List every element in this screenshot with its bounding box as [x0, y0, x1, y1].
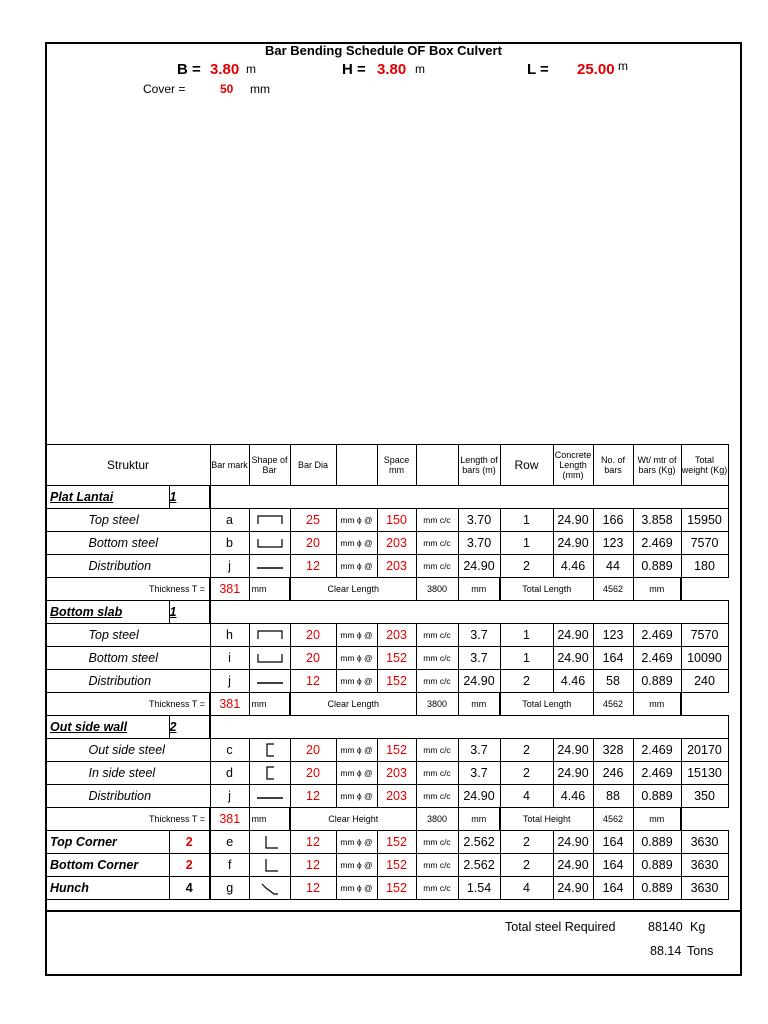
total-weight: 240: [681, 670, 728, 693]
section-name: Plat Lantai: [46, 486, 169, 509]
no-of-bars: 123: [593, 624, 633, 647]
wt-per-mtr: 0.889: [633, 785, 681, 808]
section-number: 2: [169, 716, 210, 739]
no-of-bars: 164: [593, 831, 633, 854]
bar-row: 2: [500, 670, 553, 693]
bar-dia: 12: [290, 854, 336, 877]
total-weight: 20170: [681, 739, 728, 762]
bar-shape: [249, 509, 290, 532]
corner-label: Bottom Corner: [46, 854, 169, 877]
bar-dia: 20: [290, 624, 336, 647]
bar-dia: 20: [290, 532, 336, 555]
bar-mark: e: [210, 831, 249, 854]
bar-length: 3.70: [458, 532, 500, 555]
total-weight: 350: [681, 785, 728, 808]
section-blank: [210, 716, 728, 739]
thickness-unit: mm: [249, 693, 290, 716]
bar-dia: 12: [290, 785, 336, 808]
section-blank: [210, 601, 728, 624]
bar-shape: [249, 785, 290, 808]
bar-label: Top steel: [46, 624, 210, 647]
table-row: [46, 785, 728, 808]
bar-mark: j: [210, 785, 249, 808]
h-unit: m: [415, 62, 425, 76]
bar-space: 152: [377, 670, 416, 693]
bar-space: 152: [377, 877, 416, 900]
bar-length: 3.7: [458, 647, 500, 670]
space-unit: mm c/c: [416, 785, 458, 808]
col-bar-mark: Bar mark: [210, 445, 249, 486]
total-label: Total Length: [500, 578, 593, 601]
table-row: [46, 670, 728, 693]
h-label: H =: [342, 61, 366, 78]
bar-length: 24.90: [458, 785, 500, 808]
table-row: [46, 739, 728, 762]
bar-row: 1: [500, 647, 553, 670]
concrete-length: 24.90: [553, 762, 593, 785]
col-shape: Shape of Bar: [249, 445, 290, 486]
table-row: [46, 647, 728, 670]
total-weight: 3630: [681, 877, 728, 900]
concrete-length: 24.90: [553, 532, 593, 555]
bar-length: 3.7: [458, 624, 500, 647]
thickness-row: [46, 578, 728, 601]
b-unit: m: [246, 62, 256, 76]
bar-row: 4: [500, 785, 553, 808]
thickness-value: 381: [210, 578, 249, 601]
h-value: 3.80: [377, 61, 407, 78]
wt-per-mtr: 0.889: [633, 670, 681, 693]
bar-mark: i: [210, 647, 249, 670]
bar-length: 24.90: [458, 555, 500, 578]
bar-shape: [249, 670, 290, 693]
dia-unit: mm ϕ @: [336, 647, 377, 670]
bar-space: 152: [377, 831, 416, 854]
total-weight: 7570: [681, 624, 728, 647]
total-weight: 10090: [681, 647, 728, 670]
no-of-bars: 246: [593, 762, 633, 785]
concrete-length: 4.46: [553, 785, 593, 808]
bar-space: 203: [377, 532, 416, 555]
total-weight: 15130: [681, 762, 728, 785]
bar-space: 152: [377, 854, 416, 877]
dia-unit: mm ϕ @: [336, 854, 377, 877]
bar-label: Out side steel: [46, 739, 210, 762]
table-row: [46, 624, 728, 647]
cover-label: Cover =: [143, 82, 186, 96]
bar-label: Distribution: [46, 670, 210, 693]
col-bar-dia: Bar Dia: [290, 445, 336, 486]
total-weight: 180: [681, 555, 728, 578]
corner-number: 2: [169, 854, 210, 877]
total-kg-value: 88140: [648, 920, 683, 934]
space-unit: mm c/c: [416, 624, 458, 647]
bar-length: 1.54: [458, 877, 500, 900]
thickness-blank: [681, 808, 728, 831]
no-of-bars: 58: [593, 670, 633, 693]
bar-label: In side steel: [46, 762, 210, 785]
bar-length: 2.562: [458, 854, 500, 877]
bar-shape: [249, 877, 290, 900]
bar-mark: g: [210, 877, 249, 900]
total-label: Total Height: [500, 808, 593, 831]
bar-mark: c: [210, 739, 249, 762]
total-kg-unit: Kg: [690, 920, 706, 934]
bar-shape-hunch-icon: [254, 880, 286, 896]
bar-mark: h: [210, 624, 249, 647]
section-name: Bottom slab: [46, 601, 169, 624]
section-header-row: [46, 601, 728, 624]
bar-length: 3.7: [458, 762, 500, 785]
bar-mark: b: [210, 532, 249, 555]
dia-unit: mm ϕ @: [336, 670, 377, 693]
bar-length: 3.7: [458, 739, 500, 762]
bar-space: 152: [377, 739, 416, 762]
table-row: [46, 555, 728, 578]
section-header-row: [46, 486, 728, 509]
no-of-bars: 164: [593, 877, 633, 900]
bar-length: 2.562: [458, 831, 500, 854]
bar-label: Distribution: [46, 785, 210, 808]
wt-per-mtr: 0.889: [633, 854, 681, 877]
bar-row: 1: [500, 509, 553, 532]
concrete-length: 24.90: [553, 624, 593, 647]
total-label: Total Length: [500, 693, 593, 716]
bar-shape-line-icon: [254, 558, 286, 574]
clear-unit: mm: [458, 808, 500, 831]
bar-dia: 12: [290, 831, 336, 854]
bar-row: 2: [500, 831, 553, 854]
clear-label: Clear Length: [290, 693, 416, 716]
cover-value: 50: [220, 82, 234, 96]
total-weight: 7570: [681, 532, 728, 555]
concrete-length: 4.46: [553, 670, 593, 693]
space-unit: mm c/c: [416, 509, 458, 532]
total-unit: mm: [633, 808, 681, 831]
bar-shape-bracket-icon: [254, 742, 286, 758]
bar-length: 3.70: [458, 509, 500, 532]
bar-label: Distribution: [46, 555, 210, 578]
bar-shape: [249, 739, 290, 762]
thickness-label: Thickness T =: [46, 693, 210, 716]
bar-dia: 12: [290, 877, 336, 900]
bar-space: 203: [377, 762, 416, 785]
bar-row: 1: [500, 532, 553, 555]
bar-shape: [249, 647, 290, 670]
no-of-bars: 44: [593, 555, 633, 578]
total-tons-value: 88.14: [650, 944, 682, 958]
col-concrete-length: Concrete Length (mm): [553, 445, 593, 486]
col-struktur: Struktur: [46, 445, 210, 486]
space-unit: mm c/c: [416, 831, 458, 854]
col-space: Space mm: [377, 445, 416, 486]
space-unit: mm c/c: [416, 555, 458, 578]
section-name: Out side wall: [46, 716, 169, 739]
no-of-bars: 166: [593, 509, 633, 532]
table-header-row: [46, 445, 728, 486]
clear-value: 3800: [416, 693, 458, 716]
corner-number: 4: [169, 877, 210, 900]
wt-per-mtr: 2.469: [633, 532, 681, 555]
dia-unit: mm ϕ @: [336, 831, 377, 854]
bar-shape: [249, 624, 290, 647]
bar-shape: [249, 555, 290, 578]
col-no-bars: No. of bars: [593, 445, 633, 486]
section-number: 1: [169, 486, 210, 509]
col-row: Row: [500, 445, 553, 486]
bar-dia: 20: [290, 647, 336, 670]
total-value: 4562: [593, 808, 633, 831]
col-total-weight: Total weight (Kg): [681, 445, 728, 486]
bar-row: 2: [500, 762, 553, 785]
col-length: Length of bars (m): [458, 445, 500, 486]
thickness-unit: mm: [249, 578, 290, 601]
bar-dia: 20: [290, 762, 336, 785]
thickness-value: 381: [210, 808, 249, 831]
table-row: [46, 762, 728, 785]
thickness-blank: [681, 693, 728, 716]
concrete-length: 24.90: [553, 739, 593, 762]
l-unit: m: [618, 59, 628, 73]
bar-space: 203: [377, 785, 416, 808]
bar-length: 24.90: [458, 670, 500, 693]
bar-shape-bracket-icon: [254, 765, 286, 781]
bar-shape: [249, 831, 290, 854]
dia-unit: mm ϕ @: [336, 509, 377, 532]
bar-dia: 20: [290, 739, 336, 762]
clear-value: 3800: [416, 808, 458, 831]
bar-shape-top-icon: [254, 627, 286, 643]
section-header-row: [46, 716, 728, 739]
bar-shape: [249, 532, 290, 555]
bar-bending-table: [45, 444, 729, 900]
bar-shape-line-icon: [254, 673, 286, 689]
bar-label: Top steel: [46, 509, 210, 532]
thickness-row: [46, 693, 728, 716]
clear-unit: mm: [458, 578, 500, 601]
concrete-length: 24.90: [553, 854, 593, 877]
concrete-length: 24.90: [553, 509, 593, 532]
no-of-bars: 328: [593, 739, 633, 762]
l-value: 25.00: [577, 61, 615, 78]
dia-unit: mm ϕ @: [336, 739, 377, 762]
bar-shape: [249, 762, 290, 785]
wt-per-mtr: 0.889: [633, 877, 681, 900]
no-of-bars: 164: [593, 647, 633, 670]
space-unit: mm c/c: [416, 739, 458, 762]
thickness-value: 381: [210, 693, 249, 716]
bar-label: Bottom steel: [46, 532, 210, 555]
clear-label: Clear Height: [290, 808, 416, 831]
space-unit: mm c/c: [416, 877, 458, 900]
dia-unit: mm ϕ @: [336, 555, 377, 578]
no-of-bars: 164: [593, 854, 633, 877]
bar-shape-L-icon: [254, 857, 286, 873]
wt-per-mtr: 3.858: [633, 509, 681, 532]
clear-unit: mm: [458, 693, 500, 716]
thickness-label: Thickness T =: [46, 578, 210, 601]
no-of-bars: 88: [593, 785, 633, 808]
wt-per-mtr: 0.889: [633, 831, 681, 854]
space-unit: mm c/c: [416, 762, 458, 785]
concrete-length: 4.46: [553, 555, 593, 578]
bar-dia: 25: [290, 509, 336, 532]
dia-unit: mm ϕ @: [336, 877, 377, 900]
total-steel-label: Total steel Required: [505, 920, 616, 934]
dia-unit: mm ϕ @: [336, 785, 377, 808]
concrete-length: 24.90: [553, 877, 593, 900]
bar-mark: j: [210, 555, 249, 578]
col-wt-mtr: Wt/ mtr of bars (Kg): [633, 445, 681, 486]
total-weight: 3630: [681, 854, 728, 877]
bar-row: 4: [500, 877, 553, 900]
space-unit: mm c/c: [416, 670, 458, 693]
wt-per-mtr: 2.469: [633, 739, 681, 762]
clear-value: 3800: [416, 578, 458, 601]
total-weight: 3630: [681, 831, 728, 854]
total-weight: 15950: [681, 509, 728, 532]
clear-label: Clear Length: [290, 578, 416, 601]
cover-unit: mm: [250, 82, 270, 96]
table-row: [46, 532, 728, 555]
dia-unit: mm ϕ @: [336, 762, 377, 785]
corner-row: [46, 854, 728, 877]
total-unit: mm: [633, 578, 681, 601]
b-value: 3.80: [210, 61, 240, 78]
bar-shape-line-icon: [254, 788, 286, 804]
corner-row: [46, 831, 728, 854]
thickness-row: [46, 808, 728, 831]
totals-box: [45, 910, 742, 978]
table-row: [46, 509, 728, 532]
space-unit: mm c/c: [416, 532, 458, 555]
corner-label: Hunch: [46, 877, 169, 900]
bar-dia: 12: [290, 670, 336, 693]
bar-mark: d: [210, 762, 249, 785]
bar-space: 150: [377, 509, 416, 532]
total-value: 4562: [593, 578, 633, 601]
thickness-unit: mm: [249, 808, 290, 831]
corner-row: [46, 877, 728, 900]
bar-space: 203: [377, 555, 416, 578]
corner-number: 2: [169, 831, 210, 854]
bar-row: 2: [500, 555, 553, 578]
thickness-blank: [681, 578, 728, 601]
bar-shape-bottom-icon: [254, 535, 286, 551]
wt-per-mtr: 2.469: [633, 647, 681, 670]
bar-mark: f: [210, 854, 249, 877]
corner-label: Top Corner: [46, 831, 169, 854]
bar-mark: a: [210, 509, 249, 532]
wt-per-mtr: 2.469: [633, 762, 681, 785]
bar-row: 1: [500, 624, 553, 647]
col-blank-2: [416, 445, 458, 486]
bar-shape-bottom-icon: [254, 650, 286, 666]
dia-unit: mm ϕ @: [336, 532, 377, 555]
bar-label: Bottom steel: [46, 647, 210, 670]
dia-unit: mm ϕ @: [336, 624, 377, 647]
thickness-label: Thickness T =: [46, 808, 210, 831]
space-unit: mm c/c: [416, 647, 458, 670]
l-label: L =: [527, 61, 549, 78]
concrete-length: 24.90: [553, 831, 593, 854]
space-unit: mm c/c: [416, 854, 458, 877]
bar-mark: j: [210, 670, 249, 693]
concrete-length: 24.90: [553, 647, 593, 670]
no-of-bars: 123: [593, 532, 633, 555]
bar-row: 2: [500, 854, 553, 877]
bar-row: 2: [500, 739, 553, 762]
bar-shape: [249, 854, 290, 877]
wt-per-mtr: 2.469: [633, 624, 681, 647]
total-value: 4562: [593, 693, 633, 716]
page-title: Bar Bending Schedule OF Box Culvert: [265, 43, 502, 58]
bar-space: 152: [377, 647, 416, 670]
section-blank: [210, 486, 728, 509]
col-blank-1: [336, 445, 377, 486]
b-label: B =: [177, 61, 201, 78]
bar-shape-top-icon: [254, 512, 286, 528]
bar-shape-L-icon: [254, 834, 286, 850]
section-number: 1: [169, 601, 210, 624]
bar-dia: 12: [290, 555, 336, 578]
wt-per-mtr: 0.889: [633, 555, 681, 578]
total-unit: mm: [633, 693, 681, 716]
bar-space: 203: [377, 624, 416, 647]
total-tons-unit: Tons: [687, 944, 714, 958]
